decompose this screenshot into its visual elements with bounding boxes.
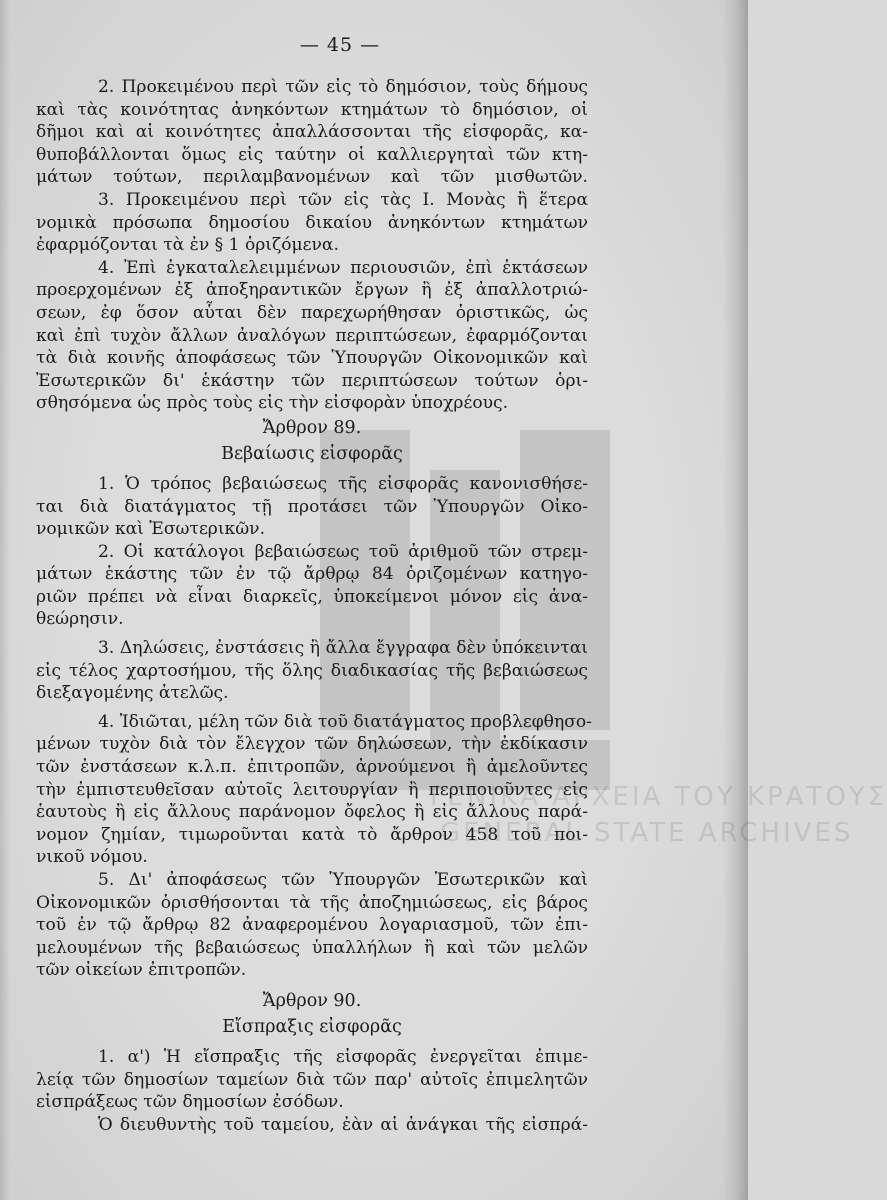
text-line: νομικὰ πρόσωπα δημοσίου δικαίου ἀνηκόντων κτημάτων [36, 212, 588, 233]
text-line: διεξαγομένης ἀτελῶς. [36, 683, 229, 704]
article-title: Βεβαίωσις εἰσφορᾶς [221, 443, 403, 464]
text-line: 1. α') Ἡ εἴσπραξις τῆς εἰσφορᾶς ἐνεργεῖται ἐπιμε- [98, 1046, 588, 1067]
text-line: νικοῦ νόμου. [36, 847, 148, 868]
text-line: 2. Προκειμένου περὶ τῶν εἰς τὸ δημόσιον, τοὺς δήμους [98, 77, 588, 97]
text-line: τῶν οἰκείων ἐπιτροπῶν. [36, 960, 247, 981]
text-line: προερχομένων ἐξ ἀποξηραντικῶν ἔργων ἢ ἐξ ἀπαλλοτριώ- [36, 280, 588, 301]
article-number: Ἄρθρον 89. [262, 417, 362, 438]
article-title: Εἴσπραξις εἰσφορᾶς [222, 1016, 402, 1037]
text-line: σεων, ἐφ ὅσον αὗται δὲν παρεχωρήθησαν ὁριστικῶς, ὡς [36, 302, 588, 323]
text-line: 4. Ἰδιῶται, μέλη τῶν διὰ τοῦ διατάγματος προβλεφθησο- [98, 711, 592, 732]
article-number: Ἄρθρον 90. [262, 990, 362, 1011]
text-line: 2. Οἱ κατάλογοι βεβαιώσεως τοῦ ἀριθμοῦ τῶν στρεμ- [98, 541, 588, 562]
faint-watermark-text: ΓΕΝΙΚΑ ΑΡΧΕΙΑ ΤΟΥ ΚΡΑΤΟΥΣ [430, 782, 887, 812]
text-line: 5. Δι' ἀποφάσεως τῶν Ὑπουργῶν Ἐσωτερικῶν καὶ [98, 870, 588, 890]
text-line: θεώρησιν. [36, 609, 124, 630]
text-line: μάτων ἑκάστης τῶν ἐν τῷ ἄρθρῳ 84 ὁριζομένων κατηγο- [36, 564, 588, 585]
text-line: 3. Δηλώσεις, ἐνστάσεις ἢ ἄλλα ἔγγραφα δὲν ὑπόκεινται [98, 638, 588, 659]
text-line: Οἰκονομικῶν ὁρισθήσονται τὰ τῆς ἀποζημιώσεως, εἰς βάρος [36, 892, 588, 913]
text-line: λείᾳ τῶν δημοσίων ταμείων διὰ τῶν παρ' αὐτοῖς ἐπιμελητῶν [36, 1069, 588, 1090]
body-text [36, 76, 592, 1136]
page-right-shadow [722, 0, 748, 1200]
text-line: 3. Προκειμένου περὶ τῶν εἰς τὰς Ι. Μονὰς ἢ ἕτερα [98, 189, 588, 210]
text-line: 1. Ὁ τρόπος βεβαιώσεως τῆς εἰσφορᾶς κανονισθήσε- [98, 473, 588, 494]
text-line: 4. Ἐπὶ ἐγκαταλελειμμένων περιουσιῶν, ἐπὶ ἐκτάσεων [98, 257, 588, 278]
text-line: Ὁ διευθυντὴς τοῦ ταμείου, ἐὰν αἱ ἀνάγκαι τῆς εἰσπρά- [98, 1114, 588, 1135]
text-line: καὶ ἐπὶ τυχὸν ἄλλων ἀναλόγων περιπτώσεων, ἐφαρμόζονται [36, 325, 588, 346]
text-line: τὴν ἐμπιστευθεῖσαν αὐτοῖς λειτουργίαν ἢ περιποιοῦντες εἰς [36, 779, 588, 800]
text-line: εἰς τέλος χαρτοσήμου, τῆς ὅλης διαδικασίας τῆς βεβαιώσεως [36, 660, 588, 681]
text-line: ριῶν πρέπει νὰ εἶναι διαρκεῖς, ὑποκείμενοι μόνον εἰς ἀνα- [36, 586, 588, 607]
text-line: εἰσπράξεως τῶν δημοσίων ἐσόδων. [36, 1092, 344, 1113]
text-line: μένων τυχὸν διὰ τὸν ἔλεγχον τῶν δηλώσεων, τὴν ἐκδίκασιν [36, 734, 588, 755]
text-line: καὶ τὰς κοινότητας ἀνηκόντων κτημάτων τὸ δημόσιον, οἱ [36, 99, 588, 120]
text-line: μάτων τούτων, περιλαμβανομένων καὶ τῶν μισθωτῶν. [36, 167, 588, 188]
page-left-shadow [0, 0, 10, 1200]
text-line: Ἐσωτερικῶν δι' ἑκάστην τῶν περιπτώσεων τούτων ὁρι- [36, 370, 588, 391]
text-line: ται διὰ διατάγματος τῇ προτάσει τῶν Ὑπουργῶν Οἰκο- [36, 496, 588, 517]
text-line: νομικῶν καὶ Ἐσωτερικῶν. [36, 519, 266, 540]
text-line: θυποβάλλονται ὅμως εἰς ταύτην οἱ καλλιεργηταὶ τῶν κτη- [36, 144, 588, 165]
text-line: σθησόμενα ὡς πρὸς τοὺς εἰς τὴν εἰσφορὰν ὑποχρέους. [36, 393, 509, 414]
page-number: — 45 — [299, 34, 381, 56]
text-line: ἐφαρμόζονται τὰ ἐν § 1 ὁριζόμενα. [36, 235, 339, 256]
text-line: ἑαυτοὺς ἢ εἰς ἄλλους παράνομον ὄφελος ἢ εἰς ἄλλους παρά- [36, 802, 588, 823]
text-line: μελουμένων τῆς βεβαιώσεως ὑπαλλήλων ἢ καὶ τῶν μελῶν [36, 937, 588, 958]
text-line: τῶν ἐνστάσεων κ.λ.π. ἐπιτροπῶν, ἀρνούμενοι ἢ ἀμελοῦντες [36, 757, 588, 778]
text-line: τοῦ ἐν τῷ ἄρθρῳ 82 ἀναφερομένου λογαριασμοῦ, τῶν ἐπι- [36, 915, 588, 936]
text-line: τὰ διὰ κοινῆς ἀποφάσεως τῶν Ὑπουργῶν Οἰκονομικῶν καὶ [36, 348, 588, 369]
text-line: δῆμοι καὶ αἱ κοινότητες ἀπαλλάσσονται τῆς εἰσφορᾶς, κα- [36, 122, 588, 143]
text-line: νομον ζημίαν, τιμωροῦνται κατὰ τὸ ἄρθρον 458 τοῦ ποι- [36, 824, 588, 845]
faint-watermark-text-2: GENERAL STATE ARCHIVES [440, 818, 854, 848]
